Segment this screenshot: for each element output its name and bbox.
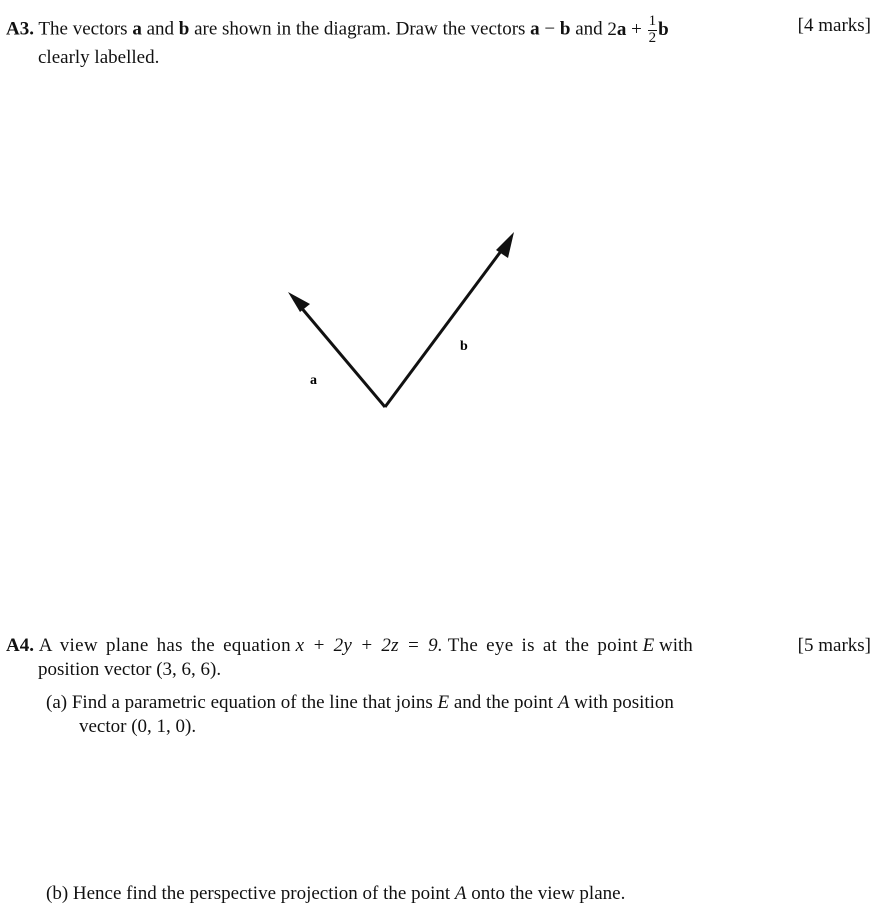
part-a-statement (46, 691, 674, 715)
part-a-line-2: vector (0, 1, 0). (79, 716, 197, 737)
vector-a-arrow (294, 299, 385, 407)
part-a-text-2: and the point (453, 692, 554, 713)
fraction-numerator: 1 (648, 13, 657, 29)
diagram-label-b: b (460, 339, 468, 354)
view-plane-equation: x + 2y + 2z = 9. (295, 635, 443, 656)
part-a-point-a: A (557, 692, 570, 713)
diagram-label-a: a (310, 373, 317, 388)
expr-1-b: b (559, 18, 571, 40)
vector-b-symbol: b (178, 18, 190, 40)
expr-2-plus: + (626, 18, 647, 40)
vector-diagram (270, 220, 530, 420)
vector-a-arrowhead (288, 292, 310, 312)
expr-2-coef: 2 (607, 18, 617, 40)
a4-text-1: A view plane has the equation (38, 635, 291, 656)
a4-line-2: position vector (3, 6, 6). (38, 659, 222, 680)
question-number-a4: A4. (6, 635, 34, 656)
part-b-point-a: A (454, 883, 467, 904)
a4-text-2: The eye is at the point (447, 635, 638, 656)
expr-1-a: a (530, 18, 540, 40)
part-b-label: (b) (46, 883, 69, 904)
part-a-text-1: Find a parametric equation of the line that joins (71, 692, 433, 713)
part-b-statement (46, 882, 625, 906)
part-a-label: (a) (46, 692, 68, 713)
question-number-a3: A3. (6, 18, 34, 40)
part-b-text-1: Hence find the perspective projection of the point (72, 883, 451, 904)
expr-2-a: a (616, 18, 627, 40)
expression-a-minus-b (530, 19, 570, 40)
question-a3-statement (6, 14, 776, 47)
part-b-text-2: onto the view plane. (471, 883, 626, 904)
expression-2a-plus-half-b (607, 13, 669, 46)
part-a-text-3: with position (574, 692, 674, 713)
marks-a4: [5 marks] (797, 635, 871, 656)
marks-a3: [4 marks] (797, 15, 871, 36)
a4-text-3: with (659, 635, 693, 656)
expr-2-b: b (658, 18, 669, 40)
part-a-point-e: E (437, 692, 450, 713)
fraction-denominator: 2 (648, 29, 657, 46)
a3-text-2: and (146, 18, 174, 40)
vector-a-symbol: a (132, 18, 142, 40)
a3-text-1: The vectors (38, 18, 128, 40)
question-a4-statement (6, 634, 776, 658)
vector-b-arrow (385, 239, 510, 407)
a3-text-4: and (575, 18, 603, 40)
expr-1-minus: − (539, 18, 560, 40)
fraction-one-half (648, 14, 658, 47)
a3-line-2: clearly labelled. (38, 47, 160, 68)
a3-text-3: are shown in the diagram. Draw the vectors (194, 18, 526, 40)
point-e-symbol: E (642, 635, 655, 656)
